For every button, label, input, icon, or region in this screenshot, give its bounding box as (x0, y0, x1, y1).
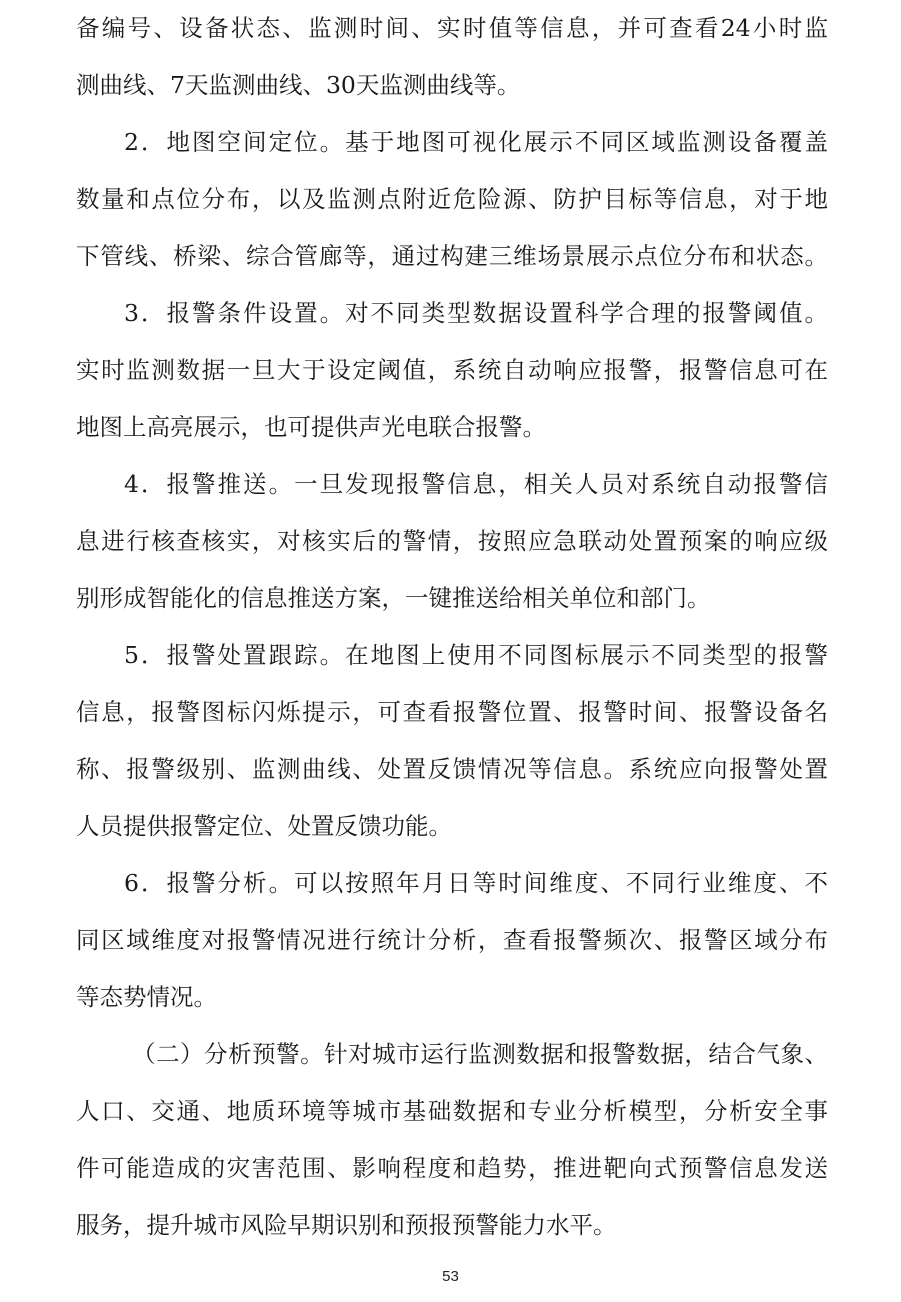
text-line: 人口、交通、地质环境等城市基础数据和专业分析模型，分析安全事 (76, 1097, 828, 1125)
text-line: 实时监测数据一旦大于设定阈值，系统自动响应报警，报警信息可在 (76, 356, 828, 384)
text-line: 下管线、桥梁、综合管廊等，通过构建三维场景展示点位分布和状态。 (76, 242, 828, 270)
body-text (76, 6, 828, 1260)
text-line: 3．报警条件设置。对不同类型数据设置科学合理的报警阈值。 (124, 299, 828, 327)
text-line: 4．报警推送。一旦发现报警信息，相关人员对系统自动报警信 (124, 470, 828, 498)
text-line: （二）分析预警。针对城市运行监测数据和报警数据，结合气象、 (132, 1040, 828, 1068)
text-line: 地图上高亮展示，也可提供声光电联合报警。 (76, 413, 546, 441)
text-line: 人员提供报警定位、处置反馈功能。 (76, 812, 452, 840)
page-number: 53 (442, 1268, 459, 1285)
text-line: 等态势情况。 (76, 983, 217, 1011)
text-line: 测曲线、7天监测曲线、30天监测曲线等。 (76, 71, 521, 99)
text-line: 6．报警分析。可以按照年月日等时间维度、不同行业维度、不 (124, 869, 828, 897)
text-line: 5．报警处置跟踪。在地图上使用不同图标展示不同类型的报警 (124, 641, 828, 669)
text-line: 数量和点位分布，以及监测点附近危险源、防护目标等信息，对于地 (76, 185, 828, 213)
text-line: 服务，提升城市风险早期识别和预报预警能力水平。 (76, 1211, 617, 1239)
text-line: 信息，报警图标闪烁提示，可查看报警位置、报警时间、报警设备名 (76, 698, 828, 726)
text-line: 同区域维度对报警情况进行统计分析，查看报警频次、报警区域分布 (76, 926, 828, 954)
text-line: 别形成智能化的信息推送方案，一键推送给相关单位和部门。 (76, 584, 711, 612)
text-line: 称、报警级别、监测曲线、处置反馈情况等信息。系统应向报警处置 (76, 755, 828, 783)
text-line: 息进行核查核实，对核实后的警情，按照应急联动处置预案的响应级 (76, 527, 828, 555)
text-line: 2．地图空间定位。基于地图可视化展示不同区域监测设备覆盖 (124, 128, 828, 156)
text-line: 件可能造成的灾害范围、影响程度和趋势，推进靶向式预警信息发送 (76, 1154, 828, 1182)
text-line: 备编号、设备状态、监测时间、实时值等信息，并可查看24小时监 (76, 14, 828, 42)
